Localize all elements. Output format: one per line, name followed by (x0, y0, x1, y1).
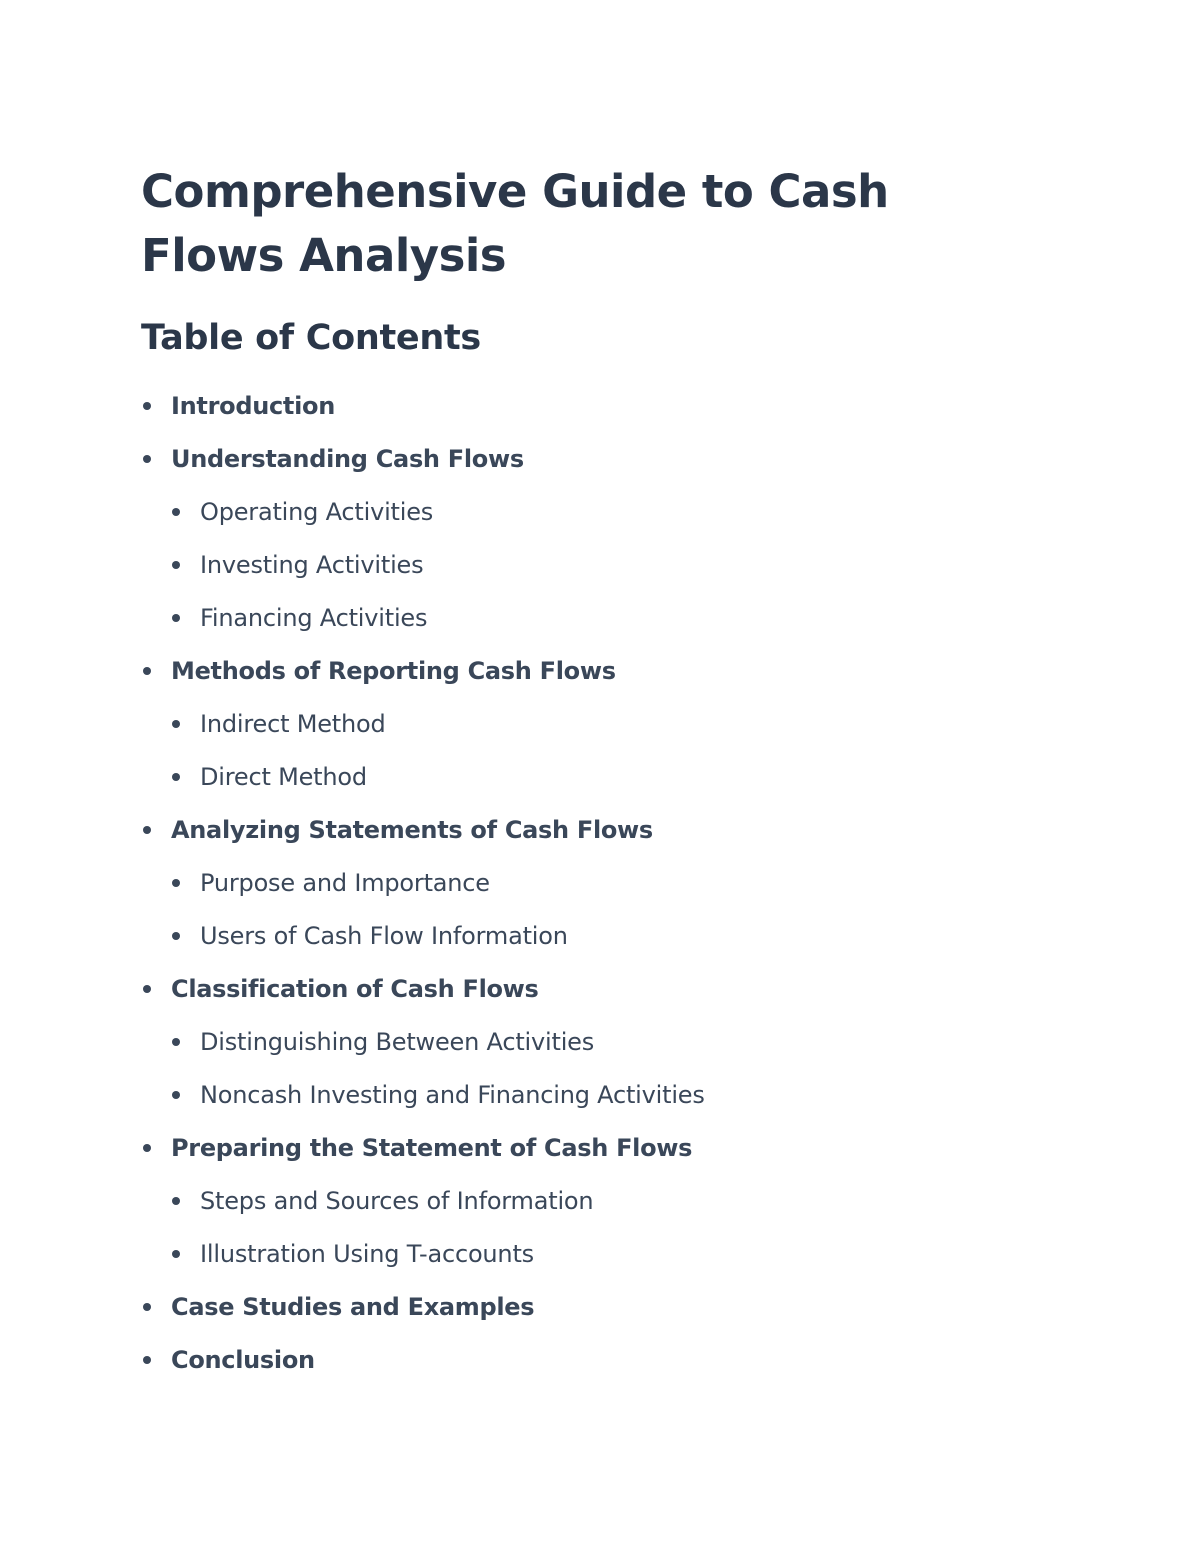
toc-subitem-t-accounts[interactable] (141, 1228, 1041, 1281)
toc-subitem-noncash-activities[interactable] (141, 1069, 1041, 1122)
bullet-icon (172, 1197, 180, 1205)
bullet-icon (143, 402, 151, 410)
toc-item-case-studies[interactable] (141, 1281, 1041, 1334)
toc-subitem-financing-activities[interactable] (141, 592, 1041, 645)
bullet-icon (172, 932, 180, 940)
toc-item-introduction[interactable] (141, 380, 1041, 433)
bullet-icon (143, 1303, 151, 1311)
bullet-icon (172, 614, 180, 622)
toc-subitem-label: Noncash Investing and Financing Activities (200, 1081, 705, 1109)
bullet-icon (143, 826, 151, 834)
toc-subitem-label: Indirect Method (200, 710, 386, 738)
toc-item-preparing-statement[interactable] (141, 1122, 1041, 1175)
toc-subitem-label: Direct Method (200, 763, 367, 791)
toc-item-understanding-cash-flows[interactable] (141, 433, 1041, 486)
bullet-icon (172, 1091, 180, 1099)
bullet-icon (172, 1038, 180, 1046)
toc-subitem-steps-and-sources[interactable] (141, 1175, 1041, 1228)
toc-item-label: Classification of Cash Flows (171, 975, 539, 1003)
bullet-icon (172, 508, 180, 516)
toc-item-classification[interactable] (141, 963, 1041, 1016)
toc-item-label: Preparing the Statement of Cash Flows (171, 1134, 693, 1162)
toc-subitem-label: Users of Cash Flow Information (200, 922, 568, 950)
toc-subitem-indirect-method[interactable] (141, 698, 1041, 751)
bullet-icon (143, 1144, 151, 1152)
toc-subitem-label: Steps and Sources of Information (200, 1187, 594, 1215)
toc-subitem-distinguishing-activities[interactable] (141, 1016, 1041, 1069)
bullet-icon (172, 720, 180, 728)
bullet-icon (172, 879, 180, 887)
toc-subitem-purpose-and-importance[interactable] (141, 857, 1041, 910)
toc-subitem-investing-activities[interactable] (141, 539, 1041, 592)
toc-subitem-operating-activities[interactable] (141, 486, 1041, 539)
document-title: Comprehensive Guide to Cash Flows Analysis (141, 165, 889, 282)
toc-item-conclusion[interactable] (141, 1334, 1041, 1387)
bullet-icon (172, 1250, 180, 1258)
toc-subitem-users-of-information[interactable] (141, 910, 1041, 963)
toc-subitem-direct-method[interactable] (141, 751, 1041, 804)
toc-item-label: Methods of Reporting Cash Flows (171, 657, 616, 685)
toc-item-label: Conclusion (171, 1346, 315, 1374)
toc-subitem-label: Operating Activities (200, 498, 434, 526)
bullet-icon (143, 455, 151, 463)
toc-item-label: Case Studies and Examples (171, 1293, 535, 1321)
toc-item-label: Analyzing Statements of Cash Flows (171, 816, 653, 844)
toc-subitem-label: Purpose and Importance (200, 869, 490, 897)
toc-item-label: Understanding Cash Flows (171, 445, 524, 473)
bullet-icon (143, 1356, 151, 1364)
toc-item-methods-of-reporting[interactable] (141, 645, 1041, 698)
bullet-icon (143, 985, 151, 993)
toc-heading: Table of Contents (141, 318, 481, 358)
toc-subitem-label: Financing Activities (200, 604, 428, 632)
toc-item-analyzing-statements[interactable] (141, 804, 1041, 857)
toc-subitem-label: Distinguishing Between Activities (200, 1028, 595, 1056)
table-of-contents (141, 380, 1041, 1387)
toc-subitem-label: Illustration Using T-accounts (200, 1240, 534, 1268)
bullet-icon (172, 773, 180, 781)
bullet-icon (143, 667, 151, 675)
bullet-icon (172, 561, 180, 569)
toc-subitem-label: Investing Activities (200, 551, 424, 579)
toc-item-label: Introduction (171, 392, 335, 420)
